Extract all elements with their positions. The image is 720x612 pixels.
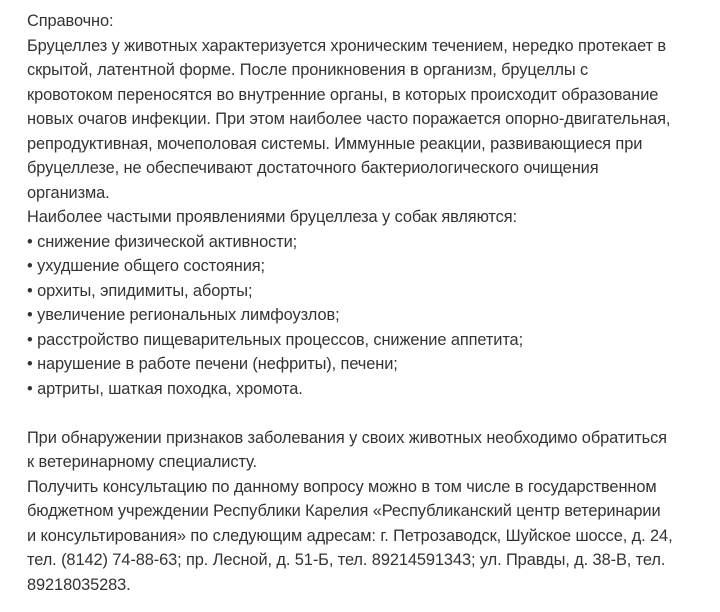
intro-paragraph xyxy=(27,34,708,206)
advice-line: к ветеринарному специалисту. xyxy=(27,453,257,471)
symptom-item: • артриты, шаткая походка, хромота. xyxy=(27,379,303,398)
symptom-item: • орхиты, эпидимиты, аборты; xyxy=(27,281,253,300)
intro-line: скрытой, латентной форме. После проникновения в организм, бруцеллы с xyxy=(27,61,589,79)
intro-line: новых очагов инфекции. При этом наиболее часто поражается опорно-двигательная, xyxy=(27,110,671,128)
symptom-item: • увеличение региональных лимфоузлов; xyxy=(27,306,340,324)
symptom-item: • расстройство пищеварительных процессов, снижение аппетита; xyxy=(27,330,524,349)
list-intro: Наиболее частыми проявлениями бруцеллеза у собак являются: xyxy=(27,208,517,226)
contact-line: тел. (8142) 74-88-63; пр. Лесной, д. 51-Б, тел. 89214591343; ул. Правды, д. 38-В, тел. xyxy=(27,551,666,569)
symptom-item: • снижение физической активности; xyxy=(27,232,298,251)
advice-paragraph xyxy=(27,426,708,475)
contact-line: и консультирования» по следующим адресам: г. Петрозаводск, Шуйское шоссе, д. 24, xyxy=(27,526,673,545)
heading: Справочно: xyxy=(27,12,114,30)
paragraph-spacer xyxy=(27,401,708,426)
advice-line: При обнаружении признаков заболевания у своих животных необходимо обратиться xyxy=(27,428,667,447)
contact-line: Получить консультацию по данному вопросу можно в том числе в государственном xyxy=(27,477,657,496)
symptoms-list xyxy=(27,230,708,402)
symptom-item: • ухудшение общего состояния; xyxy=(27,257,265,275)
intro-line: репродуктивная, мочеполовая системы. Иммунные реакции, развивающиеся при xyxy=(27,134,643,153)
contact-line: бюджетном учреждении Республики Карелия «Республиканский центр ветеринарии xyxy=(27,502,661,520)
contact-line: 89218035283. xyxy=(27,575,131,594)
contact-paragraph xyxy=(27,475,708,598)
intro-line: бруцеллезе, не обеспечивают достаточного бактериологического очищения xyxy=(27,159,599,177)
intro-line: Бруцеллез у животных характеризуется хроническим течением, нередко протекает в xyxy=(27,36,667,55)
intro-line: кровотоком переносятся во внутренние органы, в которых происходит образование xyxy=(27,85,659,104)
intro-line: организма. xyxy=(27,183,110,202)
symptom-item: • нарушение в работе печени (нефриты), печени; xyxy=(27,355,398,373)
